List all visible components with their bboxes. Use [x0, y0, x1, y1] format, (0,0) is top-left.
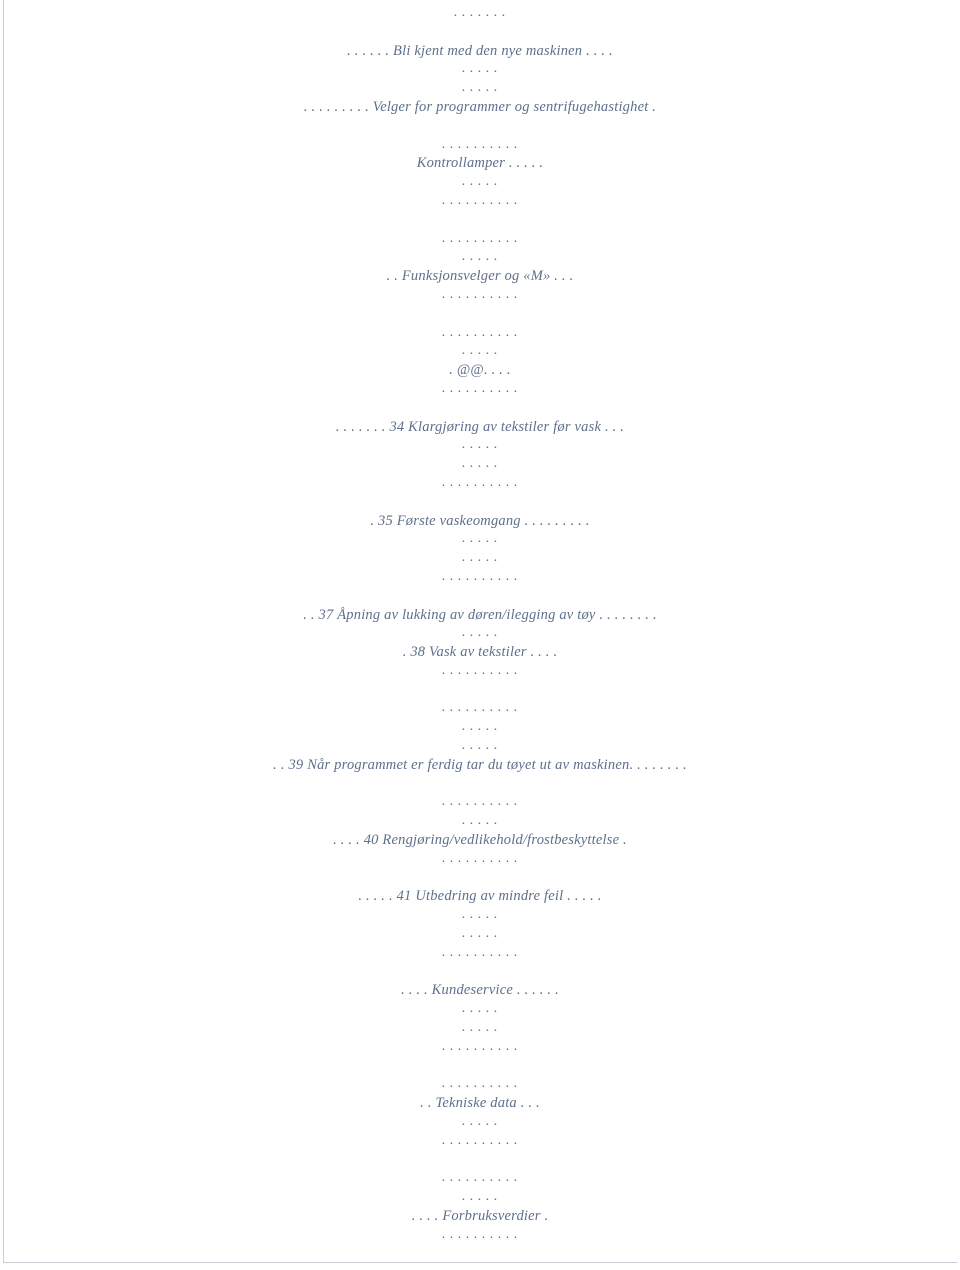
toc-leader-dots: . . . . . — [462, 907, 498, 923]
toc-spacer — [0, 963, 960, 982]
toc-entry[interactable]: . 35 Første vaskeomgang . . . . . . . . . — [370, 512, 590, 529]
page-frame-bottom-border — [3, 1262, 957, 1263]
toc-entry[interactable]: . @@. . . . — [449, 362, 511, 379]
toc-leader-dots: . . . . . — [462, 531, 498, 547]
toc-leader-dots: . . . . . . . . . . — [442, 1226, 518, 1242]
toc-spacer — [0, 23, 960, 42]
toc-entry[interactable]: . . . . Kundeservice . . . . . . — [401, 982, 559, 999]
toc-entry[interactable]: . . Tekniske data . . . — [420, 1095, 540, 1112]
toc-leader-dots: . . . . . — [462, 249, 498, 265]
toc-leader-dots: . . . . . — [462, 926, 498, 942]
toc-leader-dots: . . . . . — [462, 1114, 498, 1130]
toc-leader-dots: . . . . . — [462, 1001, 498, 1017]
toc-leader-dots: . . . . . — [462, 437, 498, 453]
toc-spacer — [0, 493, 960, 512]
toc-spacer — [0, 117, 960, 136]
toc-leader-dots: . . . . . . . . . . — [442, 662, 518, 678]
toc-leader-dots: . . . . . . . . . . — [442, 380, 518, 396]
toc-leader-dots: . . . . . . . . . . — [442, 1132, 518, 1148]
toc-leader-dots: . . . . . . . . . . — [442, 286, 518, 302]
toc-leader-dots: . . . . . — [462, 550, 498, 566]
toc-leader-dots: . . . . . . . . . . — [442, 230, 518, 246]
toc-leader-dots: . . . . . — [462, 813, 498, 829]
toc-leader-dots: . . . . . — [462, 343, 498, 359]
toc-spacer — [0, 587, 960, 606]
toc-spacer — [0, 775, 960, 794]
toc-leader-dots: . . . . . — [462, 719, 498, 735]
toc-spacer — [0, 681, 960, 700]
toc-leader-dots: . . . . . . . . . . — [442, 324, 518, 340]
toc-leader-dots: . . . . . — [462, 1020, 498, 1036]
toc-entry[interactable]: . . . . . . . . . Velger for programmer og sentrifugehastighet . — [303, 98, 657, 115]
toc-leader-dots: . . . . . . . . . . — [442, 944, 518, 960]
toc-leader-dots: . . . . . . . . . . — [442, 568, 518, 584]
toc-spacer — [0, 305, 960, 324]
toc-leader-dots: . . . . . — [462, 625, 498, 641]
table-of-contents — [0, 4, 960, 1245]
toc-leader-dots: . . . . . . . . . . — [442, 192, 518, 208]
toc-entry[interactable]: Kontrollamper . . . . . — [416, 155, 544, 172]
toc-leader-dots: . . . . . — [462, 61, 498, 77]
toc-entry[interactable]: . . 37 Åpning av lukking av døren/ilegging av tøy . . . . . . . . — [303, 606, 657, 623]
toc-leader-dots: . . . . . . . . . . — [442, 1076, 518, 1092]
toc-spacer — [0, 1057, 960, 1076]
toc-leader-dots: . . . . . . . . . . — [442, 136, 518, 152]
toc-leader-dots: . . . . . — [462, 1189, 498, 1205]
toc-spacer — [0, 869, 960, 888]
toc-entry[interactable]: . . . . . . . 34 Klargjøring av tekstiler før vask . . . — [335, 418, 625, 435]
toc-leader-dots: . . . . . . . . . . — [442, 700, 518, 716]
toc-leader-dots: . . . . . — [462, 80, 498, 96]
toc-leader-dots: . . . . . . . — [454, 5, 506, 20]
toc-leader-dots: . . . . . — [462, 456, 498, 472]
toc-entry[interactable]: . . . . Forbruksverdier . — [411, 1208, 549, 1224]
toc-spacer — [0, 399, 960, 418]
toc-entry[interactable]: . . . . 40 Rengjøring/vedlikehold/frostbeskyttelse . — [333, 832, 627, 849]
toc-spacer — [0, 1151, 960, 1170]
toc-leader-dots: . . . . . . . . . . — [442, 850, 518, 866]
toc-leader-dots: . . . . . . . . . . — [442, 1170, 518, 1186]
toc-leader-dots: . . . . . — [462, 174, 498, 190]
toc-entry[interactable]: . . . . . . Bli kjent med den nye maskinen . . . . — [347, 42, 613, 59]
toc-leader-dots: . . . . . . . . . . — [442, 794, 518, 810]
toc-leader-dots: . . . . . — [462, 738, 498, 754]
toc-leader-dots: . . . . . . . . . . — [442, 1038, 518, 1054]
toc-entry[interactable]: . . 39 Når programmet er ferdig tar du tøyet ut av maskinen. . . . . . . . — [273, 756, 687, 773]
toc-entry[interactable]: . . . . . 41 Utbedring av mindre feil . . . . . — [358, 888, 602, 905]
toc-leader-dots: . . . . . . . . . . — [442, 474, 518, 490]
toc-spacer — [0, 211, 960, 230]
toc-entry[interactable]: . 38 Vask av tekstiler . . . . — [402, 644, 558, 661]
toc-entry[interactable]: . . Funksjonsvelger og «M» . . . — [386, 268, 574, 285]
